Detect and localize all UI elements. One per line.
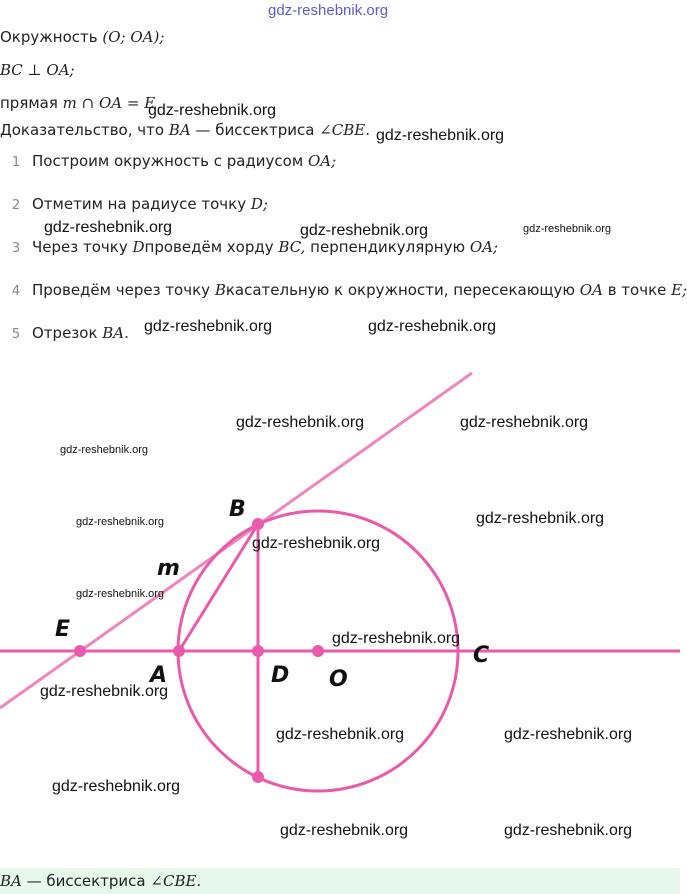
watermark: gdz-reshebnik.org [300,222,429,239]
watermark: gdz-reshebnik.org [332,630,461,647]
label-b: B [229,497,246,522]
step-number: 3 [11,241,21,256]
prove-math-angle: ∠CBE. [319,121,370,139]
watermark: gdz-reshebnik.org [460,414,589,431]
step-number: 1 [11,155,21,170]
answer-math: BA [0,872,22,890]
watermark: gdz-reshebnik.org [280,822,409,839]
watermark: gdz-reshebnik.org [52,778,181,795]
step-text-3: перпендикулярную [305,238,470,256]
label-e: E [55,617,71,642]
step-number: 5 [11,327,21,342]
point-a [173,645,185,657]
step-math: BA. [102,324,129,342]
watermark: gdz-reshebnik.org [504,726,633,743]
label-m: m [157,556,180,581]
answer-box [0,868,680,894]
step-number: 4 [11,284,21,299]
step-text: Построим окружность с радиусом [32,152,308,170]
watermark: gdz-reshebnik.org [236,414,365,431]
step-math-3: OA; [469,238,499,256]
step-math-2: OA [579,281,603,299]
given-perpendicular-math: BC ⊥ OA; [0,61,75,79]
step-math: D [132,238,145,256]
watermark: gdz-reshebnik.org [523,223,612,235]
point-e [74,645,86,657]
step-text-3: в точке [602,281,672,299]
answer-math-2: ∠CBE. [150,872,202,890]
point-d [252,645,264,657]
step-text: Через точку [32,238,133,256]
watermark: gdz-reshebnik.org [144,318,273,335]
given-circle-math: (O; OA); [102,28,165,46]
segment-ba [179,524,258,651]
watermark: gdz-reshebnik.org [368,318,497,335]
watermark: gdz-reshebnik.org [252,535,381,552]
label-a: A [150,663,168,688]
label-d: D [271,663,290,688]
watermark: gdz-reshebnik.org [76,588,165,600]
step-text: Отметим на радиусе точку [32,195,251,213]
prove-math-ba: BA [168,121,191,139]
given-circle-text: Окружность [0,28,103,46]
watermark: gdz-reshebnik.org [376,127,505,144]
prove-text: Доказательство, что [0,121,169,139]
prove-text-2: — биссектриса [190,121,320,139]
step-math-3: E; [671,281,687,299]
given-line-m-math: m ∩ OA = E [62,94,156,112]
label-o: O [329,667,348,692]
step-math: OA; [307,152,337,170]
watermark: gdz-reshebnik.org [148,102,277,119]
watermark: gdz-reshebnik.org [504,822,633,839]
point-b [252,518,264,530]
watermark: gdz-reshebnik.org [44,219,173,236]
step-text-2: касательную к окружности, пересекающую [225,281,580,299]
watermark: gdz-reshebnik.org [276,726,405,743]
watermark: gdz-reshebnik.org [76,516,165,528]
watermark: gdz-reshebnik.org [476,510,605,527]
header-watermark: gdz-reshebnik.org [268,2,389,19]
answer-text: — биссектриса [21,872,151,890]
step-math-2: BC, [278,238,306,256]
watermark: gdz-reshebnik.org [60,444,149,456]
watermark: gdz-reshebnik.org [40,683,169,700]
step-text: Отрезок [32,324,103,342]
step-number: 2 [11,198,21,213]
point-bottom [252,771,264,783]
label-c: C [473,643,490,668]
step-text-2: проведём хорду [144,238,279,256]
step-text: Проведём через точку [32,281,215,299]
point-o [312,645,324,657]
given-line-m-text: прямая [0,94,63,112]
step-math: D; [250,195,268,213]
step-math: B [214,281,226,299]
